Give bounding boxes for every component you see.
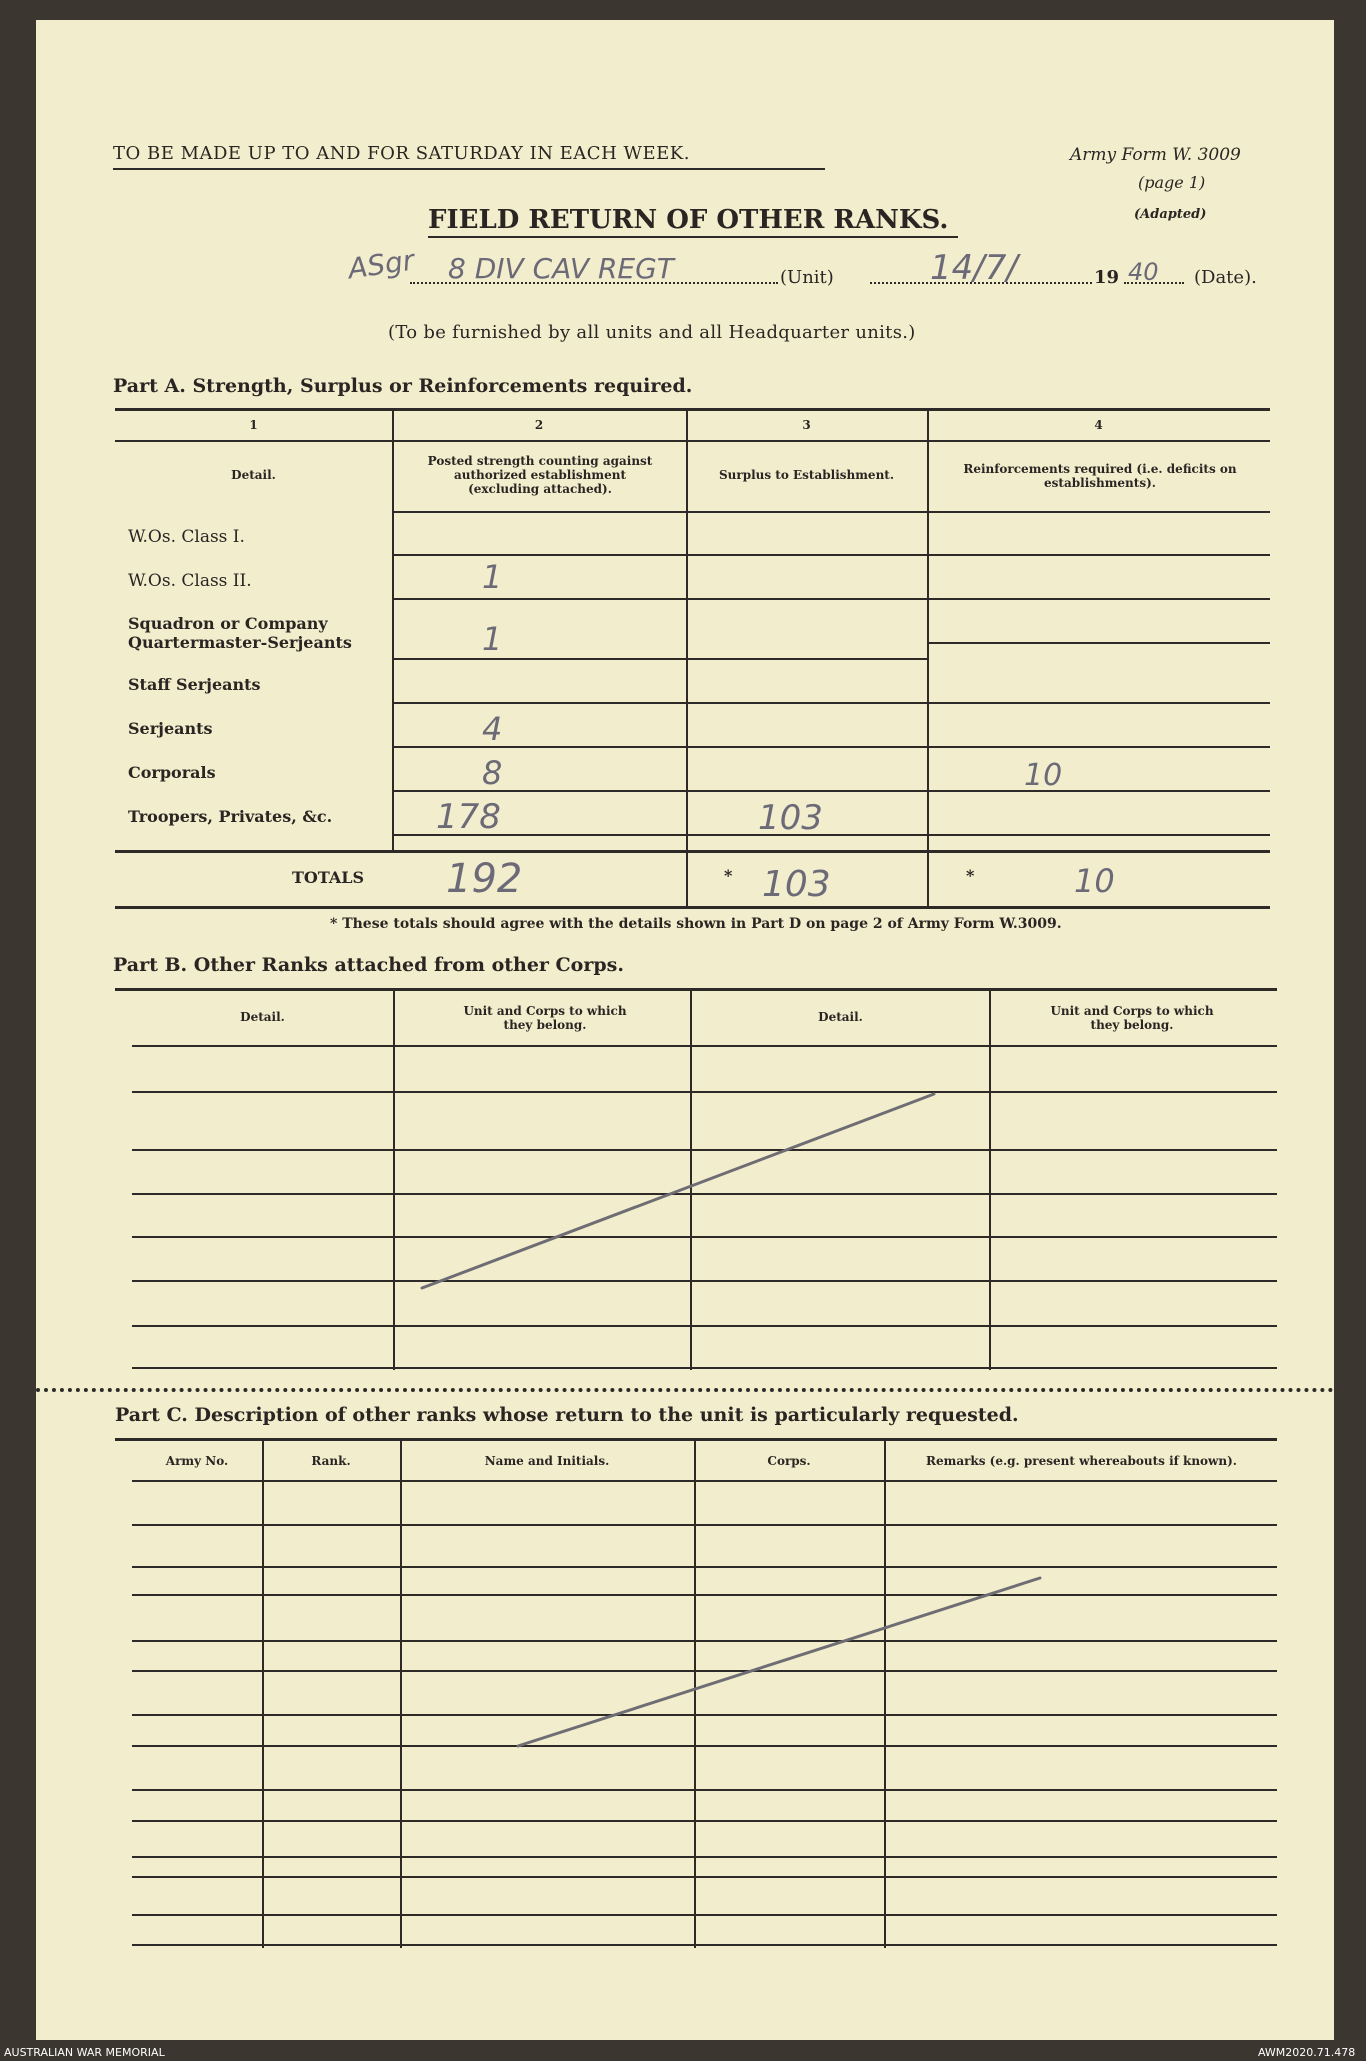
total-reinf-asterisk: * (966, 866, 975, 885)
row-label-wo-class-2: W.Os. Class II. (128, 571, 252, 591)
part-c-title: Part C. Description of other ranks whose return to the unit is particularly requested. (115, 1404, 1019, 1426)
row-label-corporals: Corporals (128, 763, 216, 782)
part-a-title: Part A. Strength, Surplus or Reinforcements required. (113, 375, 693, 397)
year-prefix: 19 (1094, 267, 1120, 288)
row-label-serjeants: Serjeants (128, 719, 213, 738)
part-a-header-surplus: Surplus to Establishment. (718, 468, 895, 482)
part-a-footnote: * These totals should agree with the details shown in Part D on page 2 of Army Form W.3009. (330, 916, 1062, 932)
part-b-strike-line (422, 1094, 934, 1288)
year-handwritten: 40 (1128, 258, 1159, 286)
part-c-header-corps: Corps. (767, 1454, 811, 1468)
part-c-header-army-no: Army No. (165, 1454, 229, 1468)
part-c-header-rank: Rank. (311, 1454, 351, 1468)
footer-institution: AUSTRALIAN WAR MEMORIAL (4, 2046, 165, 2059)
row-label-cqms: Squadron or Company Quartermaster-Serjeants (128, 614, 352, 652)
posted-troopers: 178 (436, 797, 501, 837)
part-a-header-posted: Posted strength counting against authorized establishment (excluding attached). (427, 454, 653, 496)
part-a-colnum-2: 2 (534, 418, 544, 432)
form-number: Army Form W. 3009 (1070, 145, 1241, 165)
posted-cqms: 1 (482, 620, 503, 658)
part-c-strike-line (518, 1578, 1040, 1746)
total-posted: 192 (446, 856, 523, 902)
part-b-header-unit-2: Unit and Corps to which they belong. (1050, 1004, 1214, 1032)
date-label: (Date). (1194, 267, 1257, 288)
unit-handwritten: 8 DIV CAV REGT (448, 252, 674, 285)
furnished-note: (To be furnished by all units and all Headquarter units.) (388, 322, 916, 343)
reinf-corporals: 10 (1024, 758, 1063, 793)
part-a-header-detail: Detail. (231, 468, 276, 482)
part-a-colnum-1: 1 (249, 418, 258, 432)
totals-label: TOTALS (292, 868, 365, 887)
part-a-header-reinf: Reinforcements required (i.e. deficits on establishments). (963, 462, 1237, 490)
instruction-text: TO BE MADE UP TO AND FOR SATURDAY IN EACH WEEK. (113, 143, 690, 164)
row-label-wo-class-1: W.Os. Class I. (128, 527, 245, 547)
row-label-troopers: Troopers, Privates, &c. (128, 807, 333, 826)
footer-accession-number: AWM2020.71.478 (1258, 2046, 1356, 2059)
surplus-troopers: 103 (758, 798, 823, 838)
total-surplus: 103 (762, 864, 831, 905)
part-b-header-detail-1: Detail. (240, 1010, 285, 1024)
part-b-title: Part B. Other Ranks attached from other Corps. (113, 954, 624, 976)
form-adapted: (Adapted) (1134, 207, 1207, 222)
date-handwritten: 14/7/ (930, 248, 1018, 288)
posted-corporals: 8 (482, 754, 503, 792)
part-a-colnum-4: 4 (1094, 418, 1103, 432)
part-b-header-unit-1: Unit and Corps to which they belong. (463, 1004, 627, 1032)
part-c-header-remarks: Remarks (e.g. present whereabouts if known). (926, 1454, 1237, 1468)
total-surplus-asterisk: * (724, 866, 733, 885)
part-b-header-detail-2: Detail. (818, 1010, 863, 1024)
part-c-header-name: Name and Initials. (484, 1454, 610, 1468)
form-title: FIELD RETURN OF OTHER RANKS. (428, 205, 949, 235)
unit-prefix-handwritten: ASgr (346, 243, 417, 286)
posted-serjeants: 4 (482, 710, 503, 748)
posted-wo-class-2: 1 (482, 558, 503, 596)
form-page: (page 1) (1138, 173, 1206, 192)
unit-label: (Unit) (780, 267, 834, 288)
row-label-staff-serjeants: Staff Serjeants (128, 675, 261, 694)
total-reinf: 10 (1074, 862, 1115, 900)
part-a-colnum-3: 3 (802, 418, 811, 432)
